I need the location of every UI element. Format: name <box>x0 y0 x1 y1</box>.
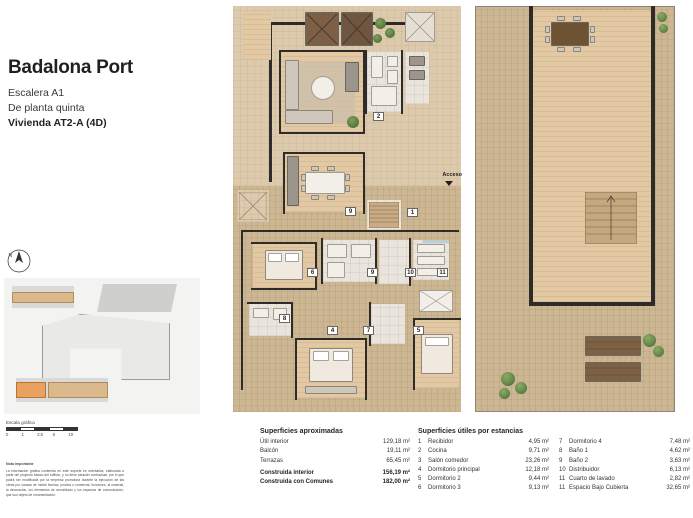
table-row <box>418 484 549 493</box>
roof-terrace-plan <box>475 4 680 412</box>
legal-note <box>6 462 124 497</box>
area-label: Útil interior <box>260 439 289 445</box>
page-title: Badalona Port <box>8 57 133 78</box>
room-number: 5 <box>418 476 422 483</box>
room-number: 7 <box>559 439 563 445</box>
room-area: 4,95 m² <box>528 439 549 445</box>
scale-tick: 10 <box>68 432 74 437</box>
area-label: Balcón <box>260 448 279 455</box>
room-number: 4 <box>418 466 422 473</box>
room-label: Cuarto de lavado <box>569 476 615 483</box>
table-row <box>418 475 549 484</box>
room-label: Espacio Bajo Cubierta <box>569 485 629 492</box>
scale-tick: 0 <box>6 432 9 437</box>
room-area: 23,26 m² <box>525 457 549 464</box>
legal-note-body: La información gráfica contenida en este soporte es orientativa, elaborada a partir del proyecto básico del edificio, y no tiene carácter contractual, por lo que podrá ser modificada por la empresa promotora durante la ejecución de las obras por causas de índole técnica, jurídica o comercial, funciones, al material, la decoración, los elementos de amueblado y los espacios de comunicación, que son objeto de ornamentación. <box>6 468 124 497</box>
areas-table-heading: Superficies aproximadas <box>260 428 343 435</box>
room-marker-7: 7 <box>363 326 374 335</box>
access-arrow-icon <box>445 181 453 186</box>
subtitle-staircase: Escalera A1 <box>8 86 65 99</box>
room-number: 9 <box>559 457 563 464</box>
area-total-label: Construida con Comunes <box>260 479 334 486</box>
area-value: 19,11 m² <box>386 448 410 455</box>
table-row <box>559 475 690 484</box>
legal-note-title: Nota importante <box>6 462 34 466</box>
table-row <box>559 457 690 466</box>
rooms-table-heading: Superficies útiles por estancias <box>418 428 524 435</box>
title-block <box>8 58 218 132</box>
room-number: 11 <box>559 485 566 492</box>
table-row <box>260 447 410 456</box>
room-marker-9b: 9 <box>367 268 378 277</box>
room-marker-4: 4 <box>327 326 338 335</box>
subtitle-floor: De planta quinta <box>8 102 85 115</box>
table-row <box>418 466 549 475</box>
scale-tick: 5 <box>52 432 56 437</box>
area-total-value: 182,00 m² <box>382 479 410 486</box>
room-label: Distribuidor <box>569 466 600 473</box>
room-area: 2,82 m² <box>669 476 690 483</box>
room-marker-9a: 9 <box>345 207 356 216</box>
room-label: Dormitorio principal <box>428 466 480 473</box>
rooms-column-left <box>418 438 549 494</box>
area-value: 65,45 m² <box>386 457 410 464</box>
room-number: 2 <box>418 448 422 455</box>
room-number: 10 <box>559 466 566 473</box>
floorplan-area <box>225 0 693 418</box>
room-label: Dormitorio 3 <box>428 485 461 492</box>
room-label: Dormitorio 4 <box>569 439 602 445</box>
scale-bar <box>6 420 126 437</box>
room-area: 9,71 m² <box>528 448 549 455</box>
scale-tick: 2.5 <box>37 432 44 437</box>
room-marker-11: 11 <box>437 268 448 277</box>
compass-icon <box>6 248 32 274</box>
room-area: 4,62 m² <box>669 448 690 455</box>
room-label: Baño 1 <box>569 448 589 455</box>
room-area: 7,48 m² <box>669 439 690 445</box>
info-panel <box>0 0 225 518</box>
unit-floorplan <box>227 4 467 412</box>
room-marker-1: 1 <box>407 208 418 217</box>
scale-label: Escala gráfica <box>6 420 35 425</box>
svg-text:N: N <box>8 253 13 259</box>
room-number: 3 <box>418 457 422 464</box>
room-number: 1 <box>418 439 422 445</box>
table-row <box>559 438 690 447</box>
table-row <box>559 466 690 475</box>
room-area: 6,13 m² <box>669 466 690 473</box>
room-marker-2: 2 <box>373 112 384 121</box>
access-label: Acceso <box>442 172 462 178</box>
area-label: Terrazas <box>260 457 284 464</box>
room-area: 9,13 m² <box>528 485 549 492</box>
areas-table <box>260 428 410 487</box>
table-row <box>559 447 690 456</box>
table-row-total <box>260 469 410 478</box>
area-total-label: Construida interior <box>260 469 315 476</box>
room-label: Salón comedor <box>428 457 469 464</box>
room-label: Cocina <box>428 448 447 455</box>
rooms-column-right <box>559 438 690 494</box>
room-marker-8: 8 <box>279 314 290 323</box>
table-row <box>260 457 410 466</box>
area-value: 129,18 m² <box>382 439 410 445</box>
room-number: 11 <box>559 476 566 483</box>
table-row <box>559 484 690 493</box>
scale-tick: 1 <box>21 432 24 437</box>
room-number: 8 <box>559 448 563 455</box>
room-marker-10: 10 <box>405 268 416 277</box>
room-marker-6: 6 <box>307 268 318 277</box>
room-label: Dormitorio 2 <box>428 476 461 483</box>
room-area: 9,44 m² <box>528 476 549 483</box>
area-total-value: 156,19 m² <box>382 469 410 476</box>
table-row <box>418 457 549 466</box>
room-label: Baño 2 <box>569 457 589 464</box>
room-label: Recibidor <box>428 439 454 445</box>
room-number: 6 <box>418 485 422 492</box>
scale-bar-graphic <box>6 427 78 431</box>
room-marker-5: 5 <box>413 326 424 335</box>
scale-ticks <box>6 432 84 437</box>
room-area: 3,63 m² <box>669 457 690 464</box>
table-row-total <box>260 478 410 487</box>
room-area: 12,18 m² <box>525 466 549 473</box>
legend-tables <box>250 428 690 516</box>
table-row <box>418 447 549 456</box>
site-key-plan <box>4 278 200 414</box>
room-area: 32,65 m² <box>666 485 690 492</box>
rooms-table <box>418 428 690 494</box>
table-row <box>418 438 549 447</box>
table-row <box>260 438 410 447</box>
subtitle-unit: Vivienda AT2-A (4D) <box>8 117 107 130</box>
